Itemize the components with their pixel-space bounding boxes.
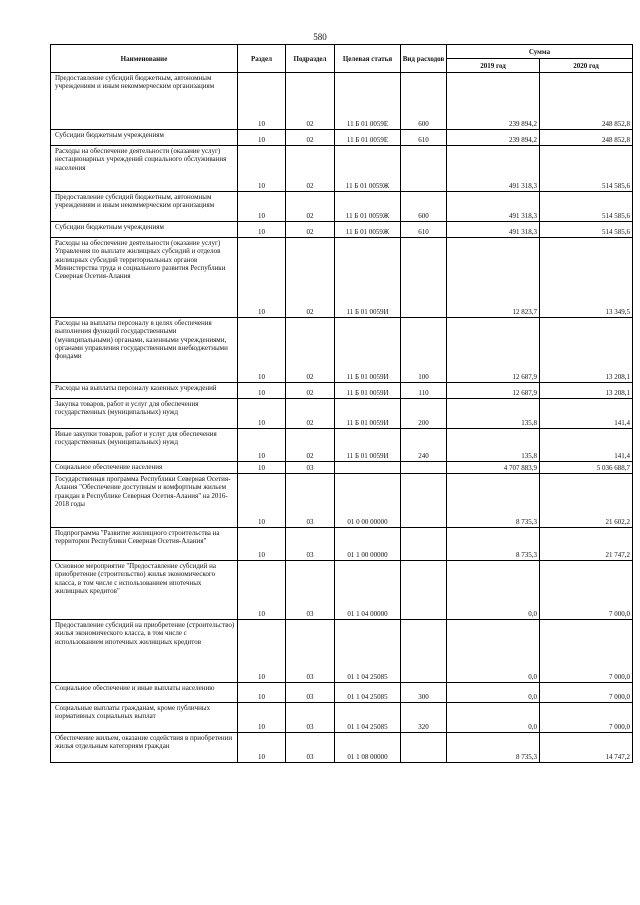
header-subsection: Подраздел: [286, 45, 335, 73]
row-sum-2020: 7 000,0: [540, 620, 633, 683]
row-sum-2019: 135,8: [447, 399, 540, 429]
row-name: Расходы на обеспечение деятельности (оказание услуг) нестационарных учреждений социального обслуживания населения: [51, 146, 238, 192]
row-sum-2019: 0,0: [447, 683, 540, 703]
row-section: 10: [238, 130, 286, 146]
row-target: 11 Б 01 0059Е: [335, 130, 401, 146]
row-subsection: 02: [286, 399, 335, 429]
table-row: [51, 383, 633, 399]
row-section: 10: [238, 561, 286, 620]
row-sum-2020: 514 585,6: [540, 146, 633, 192]
row-name: Субсидии бюджетным учреждениям: [51, 130, 238, 146]
row-section: 10: [238, 733, 286, 763]
header-sum: Сумма: [447, 45, 633, 59]
row-sum-2019: 491 318,3: [447, 146, 540, 192]
row-subsection: 02: [286, 192, 335, 222]
row-name: Иные закупки товаров, работ и услуг для обеспечения государственных (муниципальных) нужд: [51, 429, 238, 462]
table-row: [51, 561, 633, 620]
row-sum-2019: 0,0: [447, 561, 540, 620]
row-name: Предоставление субсидий бюджетным, автономным учреждениям и иным некоммерческим организациям: [51, 73, 238, 130]
row-subsection: 03: [286, 474, 335, 528]
row-subsection: 03: [286, 561, 335, 620]
table-row: [51, 703, 633, 733]
row-sum-2019: 8 735,3: [447, 528, 540, 561]
table-body: [51, 73, 633, 763]
row-sum-2020: 7 000,0: [540, 703, 633, 733]
row-name: Расходы на выплаты персоналу казенных учреждений: [51, 383, 238, 399]
row-sum-2020: 248 852,8: [540, 130, 633, 146]
row-target: 11 Б 01 0059И: [335, 383, 401, 399]
row-section: 10: [238, 383, 286, 399]
table-row: [51, 683, 633, 703]
row-name: Социальное обеспечение населения: [51, 462, 238, 474]
row-sum-2020: 141,4: [540, 399, 633, 429]
row-section: 10: [238, 238, 286, 318]
header-name: Наименование: [51, 45, 238, 73]
row-section: 10: [238, 474, 286, 528]
row-name: Расходы на обеспечение деятельности (оказание услуг) Управления по выплате жилищных субсидий и отделов жилищных субсидий территориальных органов Министерства труда и социального развития Республики Северная Осетия-Алания: [51, 238, 238, 318]
row-target: [335, 462, 401, 474]
row-sum-2020: 514 585,6: [540, 222, 633, 238]
row-name: Подпрограмма "Развитие жилищного строительства на территории Республики Северная Осетия-Алания": [51, 528, 238, 561]
row-name: Предоставление субсидий на приобретение (строительство) жилья экономического класса, в том числе с использованием ипотечных жилищных кредитов: [51, 620, 238, 683]
table-row: [51, 528, 633, 561]
table-row: [51, 192, 633, 222]
row-exp-type: [401, 474, 447, 528]
table-row: [51, 146, 633, 192]
row-subsection: 02: [286, 73, 335, 130]
row-sum-2019: 135,8: [447, 429, 540, 462]
row-section: 10: [238, 399, 286, 429]
row-subsection: 03: [286, 462, 335, 474]
row-subsection: 02: [286, 318, 335, 383]
row-sum-2020: 5 036 688,7: [540, 462, 633, 474]
row-exp-type: [401, 620, 447, 683]
table-header: [51, 45, 633, 73]
row-sum-2020: 21 602,2: [540, 474, 633, 528]
row-sum-2020: 7 000,0: [540, 683, 633, 703]
row-name: Субсидии бюджетным учреждениям: [51, 222, 238, 238]
row-exp-type: [401, 238, 447, 318]
row-exp-type: 110: [401, 383, 447, 399]
row-sum-2019: 0,0: [447, 703, 540, 733]
row-target: 01 1 04 00000: [335, 561, 401, 620]
header-section: Раздел: [238, 45, 286, 73]
row-sum-2020: 248 852,8: [540, 73, 633, 130]
row-exp-type: [401, 462, 447, 474]
row-exp-type: 100: [401, 318, 447, 383]
row-target: 01 1 04 25085: [335, 683, 401, 703]
row-target: 01 1 00 00000: [335, 528, 401, 561]
row-name: Предоставление субсидий бюджетным, автономным учреждениям и иным некоммерческим организациям: [51, 192, 238, 222]
table-row: [51, 222, 633, 238]
row-sum-2019: 0,0: [447, 620, 540, 683]
table-row: [51, 318, 633, 383]
header-2019: 2019 год: [447, 59, 540, 73]
row-exp-type: 600: [401, 192, 447, 222]
row-name: Закупка товаров, работ и услуг для обеспечения государственных (муниципальных) нужд: [51, 399, 238, 429]
row-exp-type: 300: [401, 683, 447, 703]
row-name: Расходы на выплаты персоналу в целях обеспечения выполнения функций государственными (муниципальными) органами, казенными учреждениями, органами управления государственными внебюджетными фондами: [51, 318, 238, 383]
row-name: Основное мероприятие "Предоставление субсидий на приобретение (строительство) жилья экономического класса, в том числе с использованием ипотечных жилищных кредитов": [51, 561, 238, 620]
row-exp-type: [401, 733, 447, 763]
row-target: 11 Б 01 0059Ж: [335, 222, 401, 238]
row-section: 10: [238, 73, 286, 130]
row-sum-2019: 239 894,2: [447, 73, 540, 130]
row-subsection: 02: [286, 429, 335, 462]
row-sum-2020: 21 747,2: [540, 528, 633, 561]
row-sum-2019: 239 894,2: [447, 130, 540, 146]
row-sum-2020: 14 747,2: [540, 733, 633, 763]
row-subsection: 02: [286, 130, 335, 146]
row-subsection: 03: [286, 683, 335, 703]
row-exp-type: 610: [401, 222, 447, 238]
row-target: 11 Б 01 0059Ж: [335, 192, 401, 222]
row-target: 01 1 04 25085: [335, 620, 401, 683]
row-target: 11 Б 01 0059И: [335, 318, 401, 383]
row-section: 10: [238, 146, 286, 192]
row-sum-2019: 12 687,9: [447, 318, 540, 383]
table-row: [51, 399, 633, 429]
row-sum-2020: 13 208,1: [540, 318, 633, 383]
row-exp-type: 200: [401, 399, 447, 429]
row-section: 10: [238, 528, 286, 561]
page-number: 580: [313, 32, 327, 42]
row-target: 11 Б 01 0059И: [335, 399, 401, 429]
row-section: 10: [238, 429, 286, 462]
row-section: 10: [238, 462, 286, 474]
table-row: [51, 474, 633, 528]
row-target: 01 1 08 00000: [335, 733, 401, 763]
row-exp-type: 320: [401, 703, 447, 733]
row-target: 01 0 00 00000: [335, 474, 401, 528]
row-sum-2020: 13 208,1: [540, 383, 633, 399]
row-exp-type: [401, 561, 447, 620]
row-sum-2019: 4 707 883,9: [447, 462, 540, 474]
row-subsection: 02: [286, 383, 335, 399]
table-row: [51, 238, 633, 318]
row-exp-type: 600: [401, 73, 447, 130]
row-subsection: 03: [286, 528, 335, 561]
row-section: 10: [238, 703, 286, 733]
row-sum-2020: 514 585,6: [540, 192, 633, 222]
row-section: 10: [238, 620, 286, 683]
row-section: 10: [238, 683, 286, 703]
row-target: 11 Б 01 0059Ж: [335, 146, 401, 192]
header-2020: 2020 год: [540, 59, 633, 73]
row-name: Социальные выплаты гражданам, кроме публичных нормативных социальных выплат: [51, 703, 238, 733]
table-row: [51, 462, 633, 474]
row-exp-type: [401, 528, 447, 561]
row-subsection: 03: [286, 733, 335, 763]
table-row: [51, 620, 633, 683]
row-sum-2020: 13 349,5: [540, 238, 633, 318]
row-subsection: 02: [286, 238, 335, 318]
row-section: 10: [238, 192, 286, 222]
row-exp-type: 610: [401, 130, 447, 146]
row-target: 11 Б 01 0059И: [335, 238, 401, 318]
row-exp-type: 240: [401, 429, 447, 462]
row-subsection: 02: [286, 222, 335, 238]
budget-table: [50, 44, 633, 763]
row-sum-2019: 12 823,7: [447, 238, 540, 318]
row-sum-2019: 491 318,3: [447, 192, 540, 222]
row-sum-2019: 8 735,3: [447, 474, 540, 528]
table-row: [51, 73, 633, 130]
row-sum-2019: 8 735,3: [447, 733, 540, 763]
row-name: Социальное обеспечение и иные выплаты населению: [51, 683, 238, 703]
row-subsection: 03: [286, 620, 335, 683]
table-row: [51, 429, 633, 462]
row-sum-2019: 12 687,9: [447, 383, 540, 399]
row-name: Обеспечение жильем, оказание содействия в приобретении жилья отдельным категориям граждан: [51, 733, 238, 763]
header-exp-type: Вид расходов: [401, 45, 447, 73]
row-subsection: 02: [286, 146, 335, 192]
row-subsection: 03: [286, 703, 335, 733]
row-sum-2019: 491 318,3: [447, 222, 540, 238]
row-target: 01 1 04 25085: [335, 703, 401, 733]
row-section: 10: [238, 318, 286, 383]
table-row: [51, 130, 633, 146]
table-row: [51, 733, 633, 763]
row-target: 11 Б 01 0059И: [335, 429, 401, 462]
row-exp-type: [401, 146, 447, 192]
row-sum-2020: 141,4: [540, 429, 633, 462]
row-target: 11 Б 01 0059Е: [335, 73, 401, 130]
row-sum-2020: 7 000,0: [540, 561, 633, 620]
row-section: 10: [238, 222, 286, 238]
row-name: Государственная программа Республики Северная Осетия-Алания "Обеспечение доступным и комфортным жильем граждан в Республике Северная Осетия-Алания" на 2016-2018 годы: [51, 474, 238, 528]
header-target: Целевая статья: [335, 45, 401, 73]
